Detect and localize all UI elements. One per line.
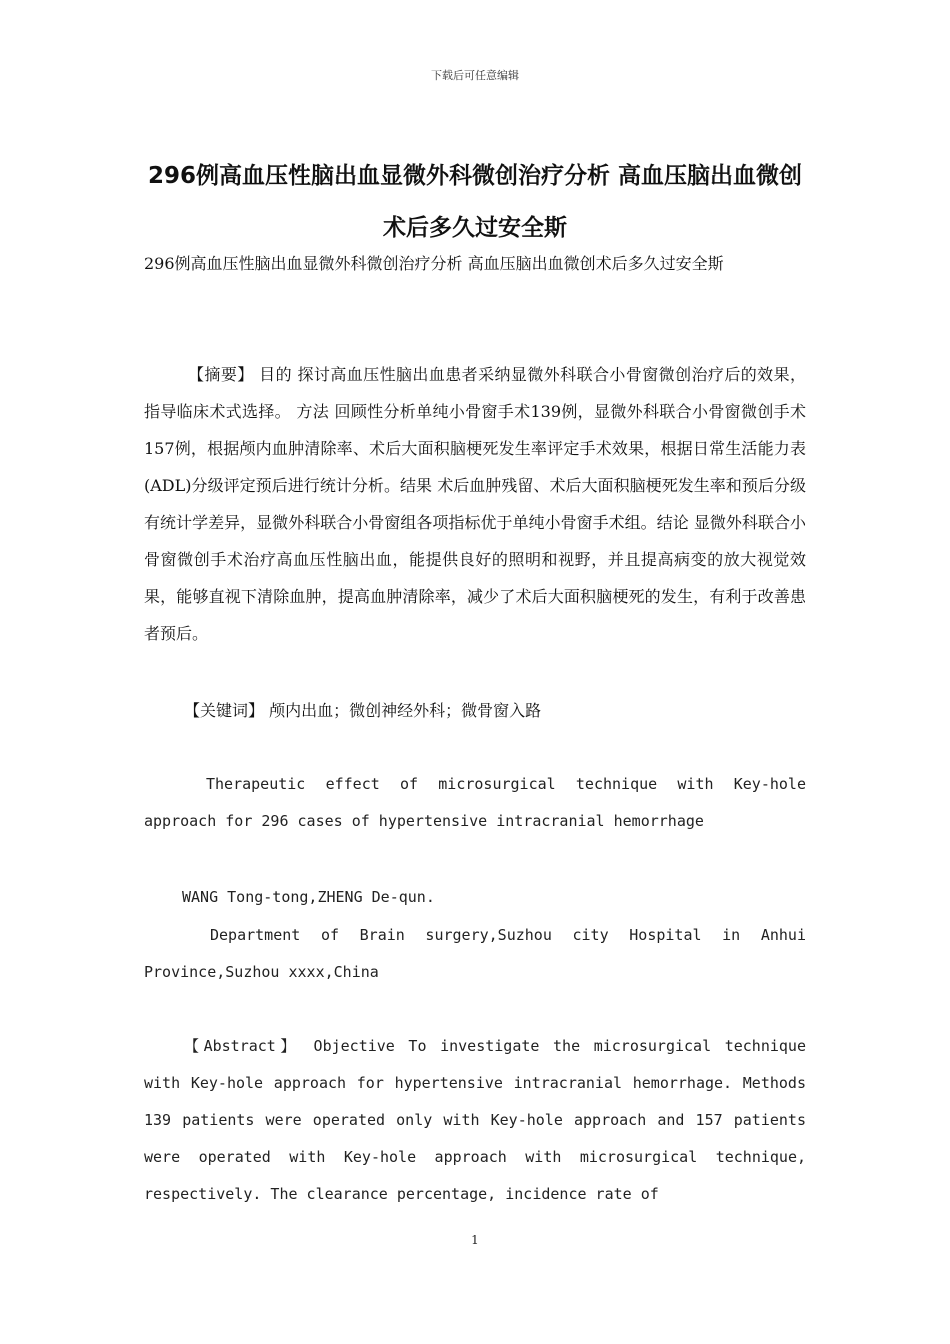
header-note: 下载后可任意编辑 bbox=[431, 69, 519, 82]
english-authors: WANG Tong-tong,ZHENG De-qun. bbox=[182, 888, 435, 906]
chinese-abstract: 【摘要】 目的 探讨高血压性脑出血患者采纳显微外科联合小骨窗微创治疗后的效果，指导临床术式选择。 方法 回顾性分析单纯小骨窗手术139例，显微外科联合小骨窗微创手术157例，根据颅内血肿清除率、术后大面积脑梗死发生率评定手术效果，根据日常生活能力表(ADL)分级评定预后进行统计分析。结果 术后血肿残留、术后大面积脑梗死发生率和预后分级有统计学差异，显微外科联合小骨窗组各项指标优于单纯小骨窗手术组。结论 显微外科联合小骨窗微创手术治疗高血压性脑出血，能提供良好的照明和视野，并且提高病变的放大视觉效果，能够直视下清除血肿，提高血肿清除率，减少了术后大面积脑梗死的发生，有利于改善患者预后。 bbox=[144, 365, 806, 643]
english-abstract: 【Abstract】 Objective To investigate the microsurgical technique with Key-hole approach for hypertensive intracranial hemorrhage. Methods 139 patients were operated only with Key-hole approach and 157 patients were operated with Key-hole approach with microsurgical technique, respectively. The clearance percentage, incidence rate of bbox=[144, 1037, 806, 1203]
chinese-keywords: 【关键词】 颅内出血；微创神经外科；微骨窗入路 bbox=[184, 701, 542, 720]
english-title: Therapeutic effect of microsurgical technique with Key-hole approach for 296 cases of hypertensive intracranial hemorrhage bbox=[144, 775, 806, 830]
document-title: 296例高血压性脑出血显微外科微创治疗分析 高血压脑出血微创术后多久过安全斯 bbox=[147, 163, 803, 241]
document-subtitle: 296例高血压性脑出血显微外科微创治疗分析 高血压脑出血微创术后多久过安全斯 bbox=[144, 254, 724, 273]
english-department: Department of Brain surgery,Suzhou city Hospital in Anhui Province,Suzhou xxxx,China bbox=[144, 926, 806, 981]
page-number: 1 bbox=[471, 1233, 479, 1247]
